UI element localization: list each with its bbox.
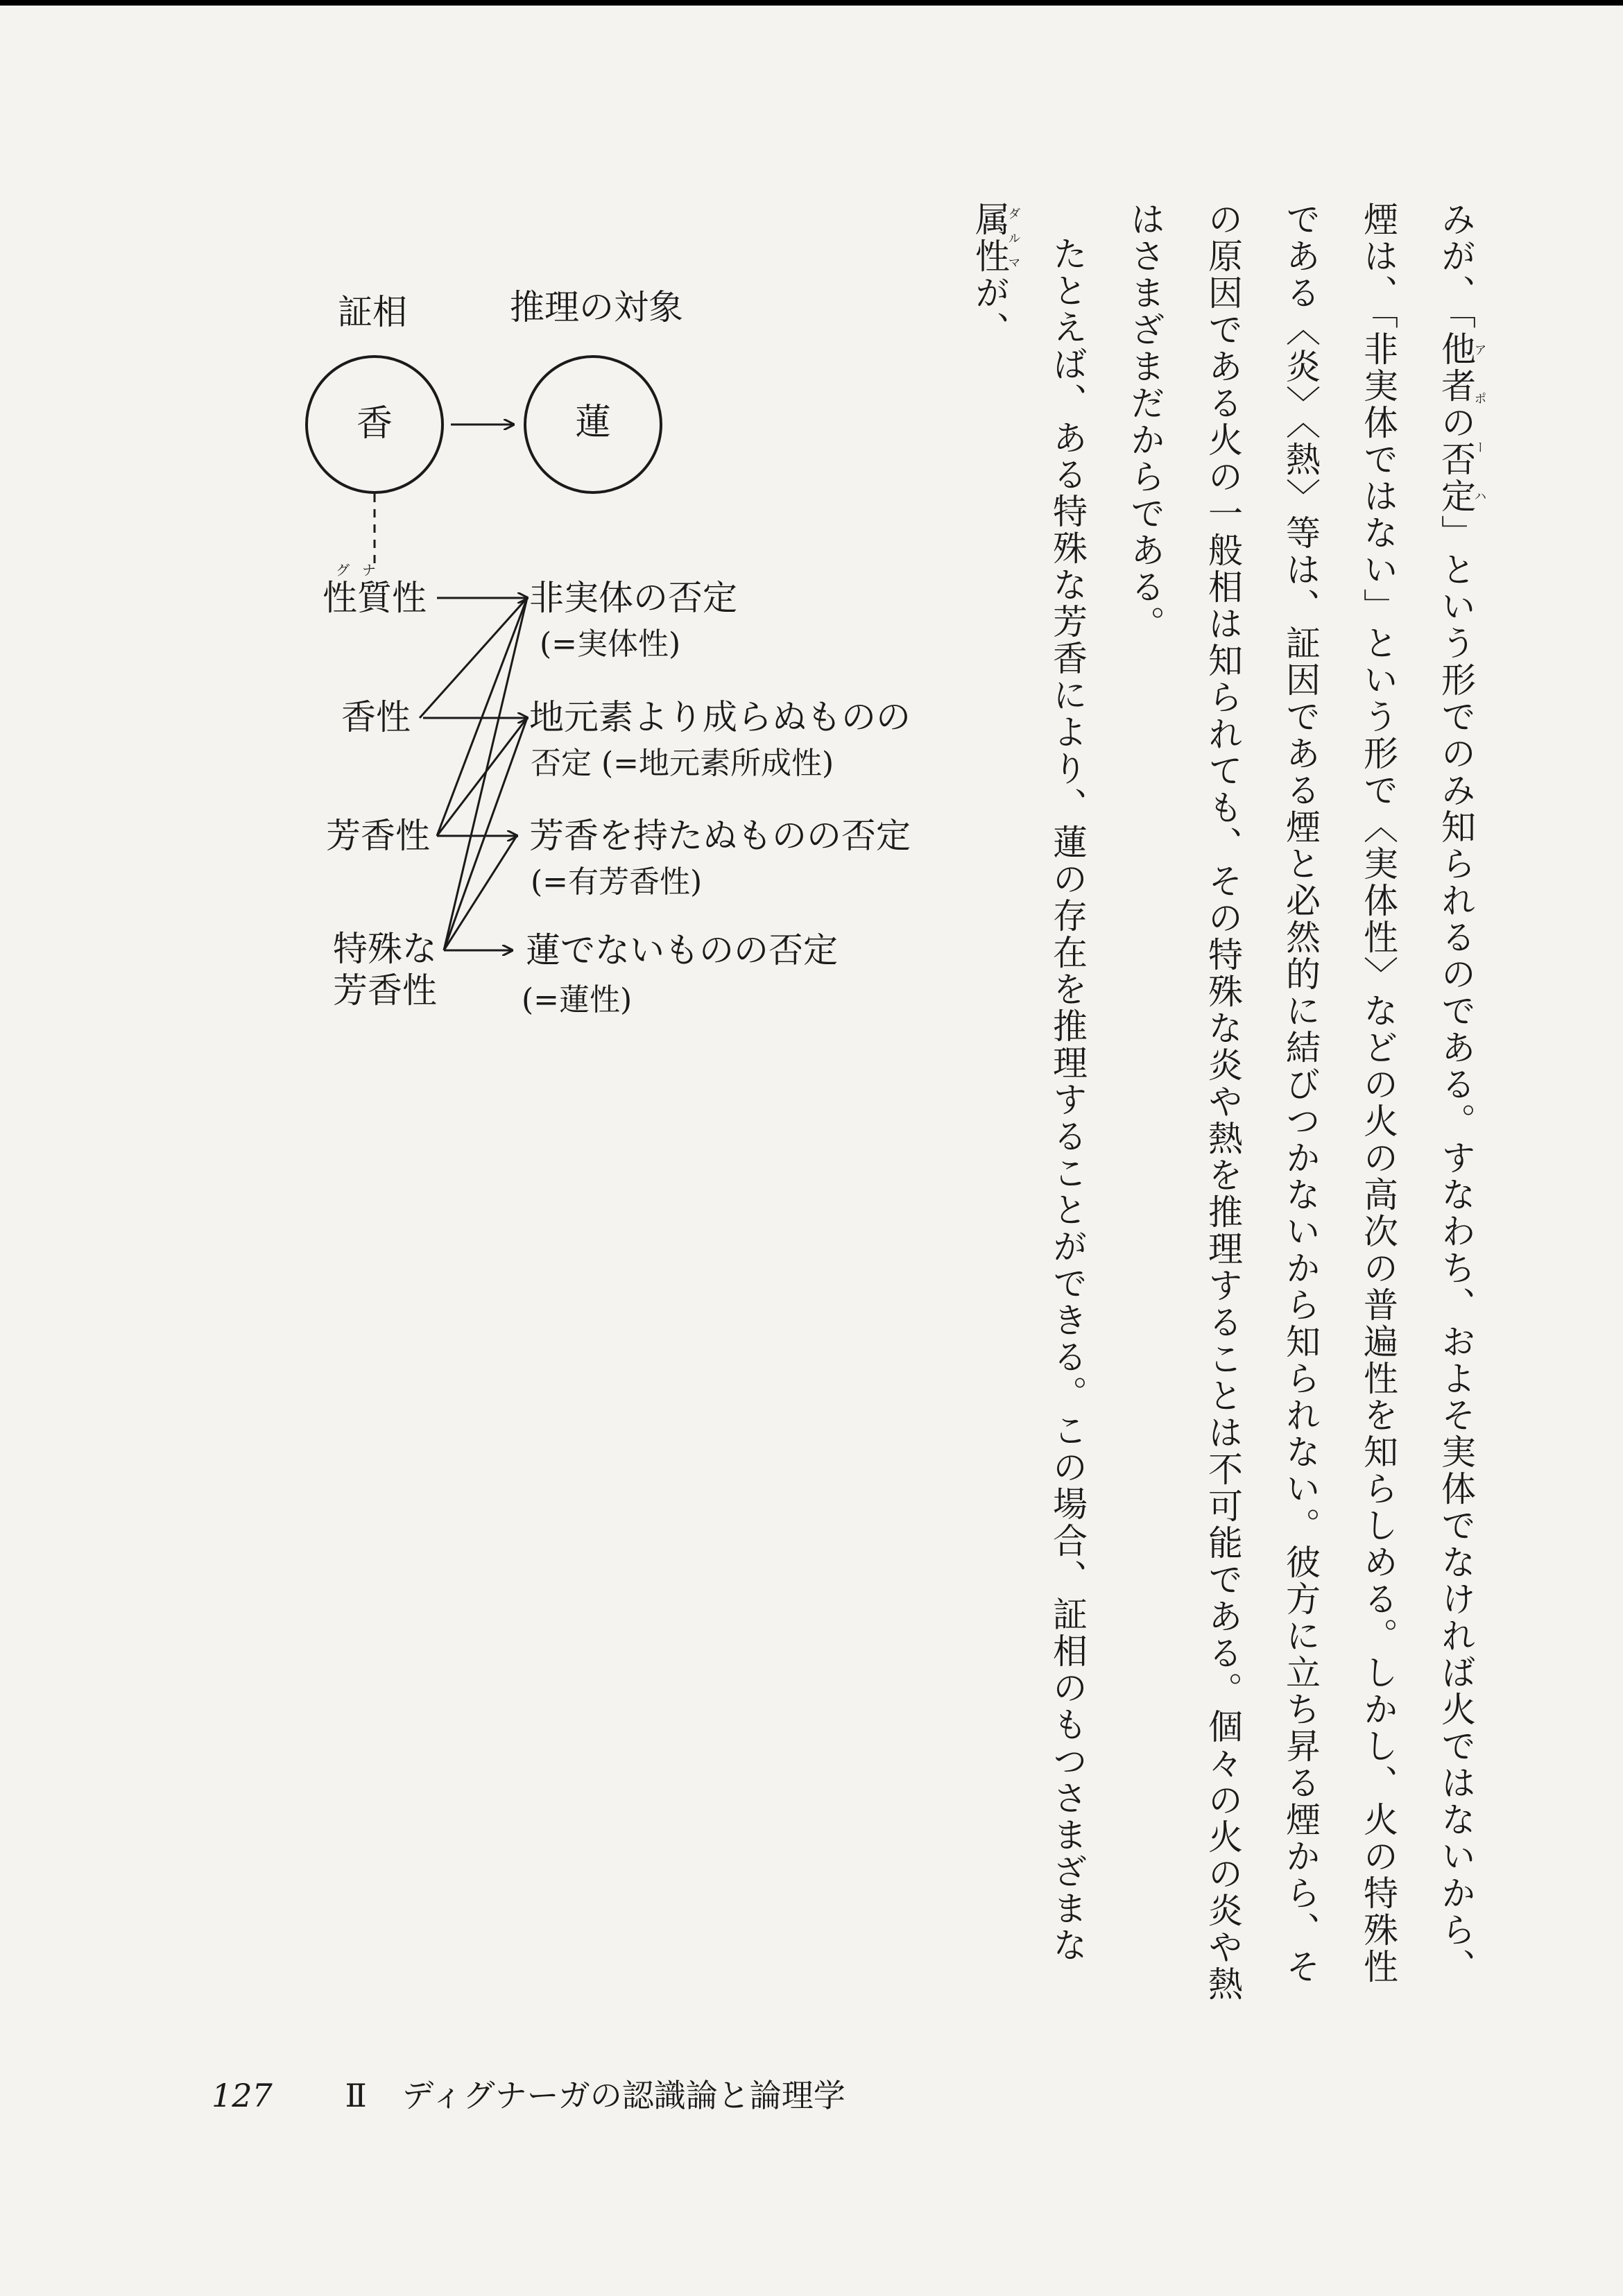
- page-footer: [212, 2071, 845, 2116]
- text-run: みが、「: [1436, 201, 1476, 331]
- ruby-base: 属性: [970, 201, 1010, 275]
- chapter-numeral: Ⅱ: [345, 2077, 367, 2114]
- left-item-4b: 芳香性: [333, 970, 437, 1011]
- page-number: 127: [212, 2077, 273, 2114]
- left-item-4a: 特殊な: [333, 929, 437, 969]
- text-run: 」という形でのみ知られるのである。すなわち、およそ実体でなければ火ではないから、煙は、「非実体ではない」という形で〈実体性〉などの火の高次の普遍性を知らしめる。しかし、火の特殊性である〈炎〉〈熱〉等は、証因である煙と必然的に結びつかないから知られない。彼方に立ち昇る煙から、その原因である火の一般相は知られても、その特殊な炎や熱を推理することは不可能である。個々の火の炎や熱はさまざまだからである。: [1125, 201, 1476, 2003]
- left-item-2: 香性: [341, 697, 411, 737]
- header-object: 推理の対象: [510, 287, 683, 327]
- crossing-lines: [420, 598, 527, 950]
- header-evidence: 証相: [338, 292, 407, 332]
- right-item-3: 芳香を持たぬものの否定: [529, 816, 911, 856]
- circle-right-label: 蓮: [575, 402, 612, 443]
- right-item-3-note: (=有芳香性): [531, 864, 703, 900]
- ruby-base: 他者の否定: [1436, 331, 1476, 515]
- running-title: ディグナーガの認識論と論理学: [402, 2077, 845, 2114]
- left-item-1: 性質性: [323, 578, 427, 618]
- left-item-3: 芳香性: [326, 816, 430, 856]
- right-item-4: 蓮でないものの否定: [526, 930, 838, 970]
- right-item-1: 非実体の否定: [529, 578, 737, 618]
- text-run: たとえば、ある特殊な芳香により、蓮の存在を推理することができる。この場合、証相のもつさまざまな: [1047, 236, 1088, 1964]
- text-run: が、: [970, 275, 1010, 348]
- guna-ruby: グナ: [336, 562, 388, 579]
- circle-left-label: 香: [357, 403, 393, 445]
- ruby-reading: アポーハ: [1472, 331, 1487, 515]
- right-item-2: 地元素より成らぬものの: [529, 697, 911, 737]
- right-item-4-note: (=蓮性): [522, 982, 633, 1018]
- right-item-1-note: (=実体性): [540, 626, 681, 662]
- ruby-reading: ダルマ: [1006, 201, 1021, 275]
- right-item-2-note: 否定 (=地元素所成性): [531, 746, 834, 781]
